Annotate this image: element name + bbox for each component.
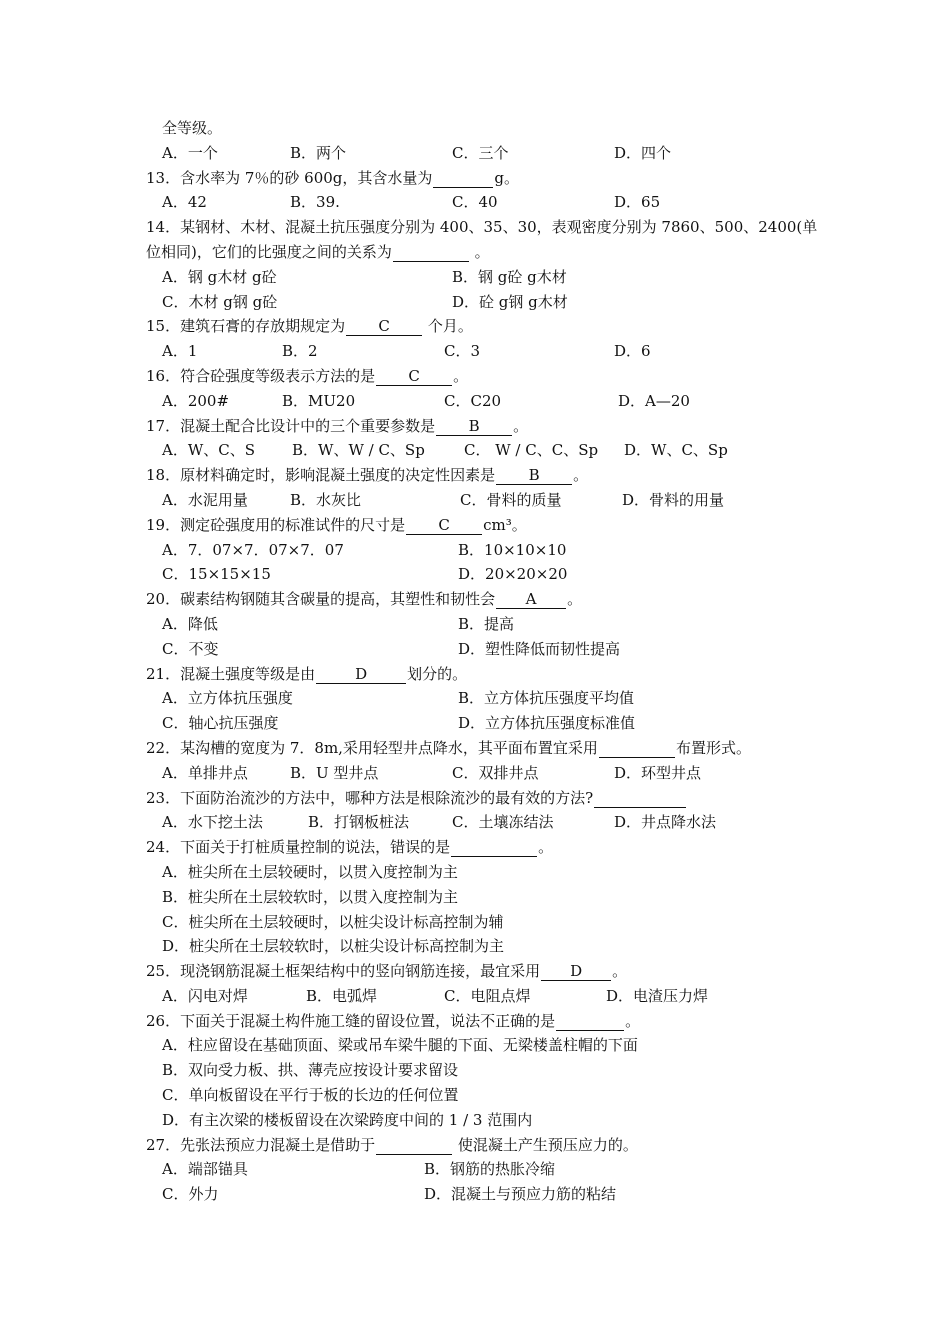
answer-text: B — [468, 416, 480, 435]
option: A．一个 — [162, 143, 218, 162]
options-row — [146, 538, 826, 563]
question-stem — [146, 1009, 826, 1034]
question-text-suffix: 使混凝土产生预压应力的。 — [453, 1135, 638, 1154]
option: A．1 — [162, 342, 198, 361]
question-text-suffix: 。 — [453, 366, 469, 385]
question-text: 23．下面防治流沙的方法中，哪种方法是根除流沙的最有效的方法? — [146, 788, 594, 807]
answer-blank — [451, 839, 537, 857]
option: B．2 — [282, 342, 318, 361]
answer-blank — [393, 244, 469, 262]
option: A．钢 g木材 g砼 — [162, 267, 277, 286]
options-row — [146, 389, 826, 414]
options-row — [146, 290, 826, 315]
option: C．3 — [444, 342, 481, 361]
option: B．W、W / C、Sp — [292, 441, 425, 460]
option: B．提高 — [458, 614, 515, 633]
text-line — [146, 860, 826, 885]
question-list — [146, 116, 826, 1207]
option: B．U 型井点 — [290, 763, 379, 782]
question-text: 20．碳素结构钢随其含碳量的提高，其塑性和韧性会 — [146, 590, 496, 609]
answer-blank — [376, 368, 452, 386]
answer-text: C — [408, 366, 420, 385]
text-line — [146, 934, 826, 959]
option: B．钢 g砼 g木材 — [452, 267, 567, 286]
question-text-suffix: 。 — [612, 962, 628, 981]
line-text: A．柱应留设在基础顶面、梁或吊车梁牛腿的下面、无梁楼盖柱帽的下面 — [162, 1036, 638, 1055]
answer-blank — [496, 467, 572, 485]
question-stem — [146, 736, 826, 761]
answer-blank — [436, 418, 512, 436]
option: D．井点降水法 — [614, 813, 717, 832]
option: D．W、C、Sp — [624, 441, 728, 460]
option: C．双排井点 — [452, 763, 539, 782]
option: C．骨料的质量 — [460, 490, 562, 509]
answer-text: C — [378, 317, 390, 336]
question-text-suffix: 。 — [625, 1011, 641, 1030]
text-line — [146, 1083, 826, 1108]
option: D．65 — [614, 193, 661, 212]
text-line — [146, 1058, 826, 1083]
option: D．立方体抗压强度标准值 — [458, 714, 636, 733]
option: B．两个 — [290, 143, 347, 162]
line-text: 14．某钢材、木材、混凝土抗压强度分别为 400、35、30，表观密度分别为 7860、500、2400(单 — [146, 218, 818, 237]
answer-blank — [316, 666, 406, 684]
option: D．砼 g钢 g木材 — [452, 292, 568, 311]
question-text: 22．某沟槽的宽度为 7．8m,采用轻型井点降水，其平面布置宜采用 — [146, 738, 598, 757]
option: C．不变 — [162, 639, 219, 658]
options-row — [146, 637, 826, 662]
text-line — [146, 215, 826, 240]
question-text-suffix: 。 — [567, 590, 583, 609]
answer-blank — [599, 740, 675, 758]
answer-blank — [346, 318, 422, 336]
option: C．三个 — [452, 143, 509, 162]
options-row — [146, 1182, 826, 1207]
question-text-suffix: 。 — [513, 416, 529, 435]
line-text: B．双向受力板、拱、薄壳应按设计要求留设 — [162, 1061, 459, 1080]
option: B．电弧焊 — [306, 986, 378, 1005]
answer-text: D — [355, 664, 368, 683]
question-text: 27．先张法预应力混凝土是借助于 — [146, 1135, 376, 1154]
question-text-suffix: 。 — [573, 466, 589, 485]
options-row — [146, 711, 826, 736]
answer-blank — [406, 517, 482, 535]
question-stem — [146, 364, 826, 389]
text-line — [146, 1033, 826, 1058]
options-row — [146, 810, 826, 835]
option: A．端部锚具 — [162, 1160, 248, 1179]
text-line — [146, 885, 826, 910]
options-row — [146, 984, 826, 1009]
options-row — [146, 265, 826, 290]
question-text: 13．含水率为 7％的砂 600g，其含水量为 — [146, 168, 433, 187]
option: A．水下挖土法 — [162, 813, 263, 832]
options-row — [146, 141, 826, 166]
text-line — [146, 116, 826, 141]
option: B．水灰比 — [290, 490, 362, 509]
option: B．钢筋的热胀冷缩 — [424, 1160, 556, 1179]
question-stem — [146, 414, 826, 439]
option: C．15×15×15 — [162, 565, 271, 584]
option: A．200# — [162, 391, 230, 410]
line-text: A．桩尖所在土层较硬时，以贯入度控制为主 — [162, 862, 458, 881]
line-text: B．桩尖所在土层较软时，以贯入度控制为主 — [162, 887, 459, 906]
question-stem — [146, 959, 826, 984]
line-text: 全等级。 — [162, 119, 223, 137]
answer-blank — [433, 170, 493, 188]
question-text-suffix: 个月。 — [423, 317, 473, 336]
option: B．立方体抗压强度平均值 — [458, 689, 635, 708]
option: B．MU20 — [282, 391, 356, 410]
option: A．42 — [162, 193, 207, 212]
question-text: 21．混凝土强度等级是由 — [146, 664, 316, 683]
option: A．水泥用量 — [162, 490, 248, 509]
answer-blank — [496, 591, 566, 609]
option: D．电渣压力焊 — [606, 986, 709, 1005]
question-text: 24．下面关于打桩质量控制的说法，错误的是 — [146, 838, 451, 857]
question-text: 25．现浇钢筋混凝土框架结构中的竖向钢筋连接，最宜采用 — [146, 962, 541, 981]
question-stem — [146, 786, 826, 811]
answer-text: C — [438, 515, 450, 534]
answer-blank — [556, 1013, 624, 1031]
question-text: 15．建筑石膏的存放期规定为 — [146, 317, 346, 336]
question-text-suffix: 。 — [538, 838, 554, 857]
answer-text: D — [570, 962, 583, 981]
options-row — [146, 686, 826, 711]
question-stem — [146, 662, 826, 687]
option: C．C20 — [444, 391, 502, 410]
option: C．轴心抗压强度 — [162, 714, 279, 733]
option: B．39. — [290, 193, 340, 212]
option: A．W、C、S — [162, 441, 256, 460]
question-stem — [146, 835, 826, 860]
option: C．土壤冻结法 — [452, 813, 554, 832]
answer-blank — [541, 963, 611, 981]
options-row — [146, 761, 826, 786]
option: B．打钢板桩法 — [308, 813, 410, 832]
question-text: 18．原材料确定时，影响混凝土强度的决定性因素是 — [146, 466, 496, 485]
option: C．外力 — [162, 1185, 219, 1204]
option: C．40 — [452, 193, 498, 212]
options-row — [146, 612, 826, 637]
option: C．木材 g钢 g砼 — [162, 292, 278, 311]
question-text: 位相同)，它们的比强度之间的关系为 — [146, 242, 392, 261]
text-line — [146, 910, 826, 935]
question-text-suffix: 划分的。 — [407, 664, 468, 683]
option: C． W / C、C、Sp — [464, 441, 599, 460]
option: C．电阻点焊 — [444, 986, 531, 1005]
options-row — [146, 488, 826, 513]
option: D．塑性降低而韧性提高 — [458, 639, 621, 658]
option: D．A—20 — [618, 391, 690, 410]
question-stem — [146, 513, 826, 538]
text-line — [146, 1108, 826, 1133]
question-stem — [146, 314, 826, 339]
option: D．混凝土与预应力筋的粘结 — [424, 1185, 617, 1204]
line-text: C．单向板留设在平行于板的长边的任何位置 — [162, 1086, 459, 1105]
option: A．闪电对焊 — [162, 986, 248, 1005]
option: D．骨料的用量 — [622, 490, 725, 509]
option: B．10×10×10 — [458, 540, 567, 559]
question-text-suffix: cm³。 — [483, 515, 527, 534]
options-row — [146, 562, 826, 587]
option: D．6 — [614, 342, 651, 361]
options-row — [146, 1157, 826, 1182]
question-text-suffix: g。 — [494, 168, 520, 187]
question-text: 16．符合砼强度等级表示方法的是 — [146, 366, 376, 385]
answer-text: B — [528, 466, 540, 485]
question-stem — [146, 240, 826, 265]
line-text: D．有主次梁的楼板留设在次梁跨度中间的 1 / 3 范围内 — [162, 1110, 533, 1129]
option: A．7．07×7．07×7．07 — [162, 540, 344, 559]
option: A．降低 — [162, 614, 218, 633]
options-row — [146, 438, 826, 463]
line-text: D．桩尖所在土层较软时，以桩尖设计标高控制为主 — [162, 937, 505, 956]
question-stem — [146, 587, 826, 612]
option: D．环型井点 — [614, 763, 702, 782]
question-stem — [146, 1133, 826, 1158]
question-text-suffix: 布置形式。 — [675, 738, 751, 757]
question-text: 26．下面关于混凝土构件施工缝的留设位置，说法不正确的是 — [146, 1011, 556, 1030]
option: D．20×20×20 — [458, 565, 568, 584]
question-text: 17．混凝土配合比设计中的三个重要参数是 — [146, 416, 436, 435]
answer-blank — [594, 790, 686, 808]
question-text: 19．测定砼强度用的标准试件的尺寸是 — [146, 515, 406, 534]
answer-text: A — [525, 590, 537, 609]
options-row — [146, 339, 826, 364]
question-stem — [146, 166, 826, 191]
option: A．立方体抗压强度 — [162, 689, 293, 708]
option: D．四个 — [614, 143, 672, 162]
line-text: C．桩尖所在土层较硬时，以桩尖设计标高控制为辅 — [162, 912, 504, 931]
question-stem — [146, 463, 826, 488]
option: A．单排井点 — [162, 763, 248, 782]
question-text-suffix: 。 — [469, 242, 490, 261]
answer-blank — [376, 1137, 452, 1155]
options-row — [146, 190, 826, 215]
